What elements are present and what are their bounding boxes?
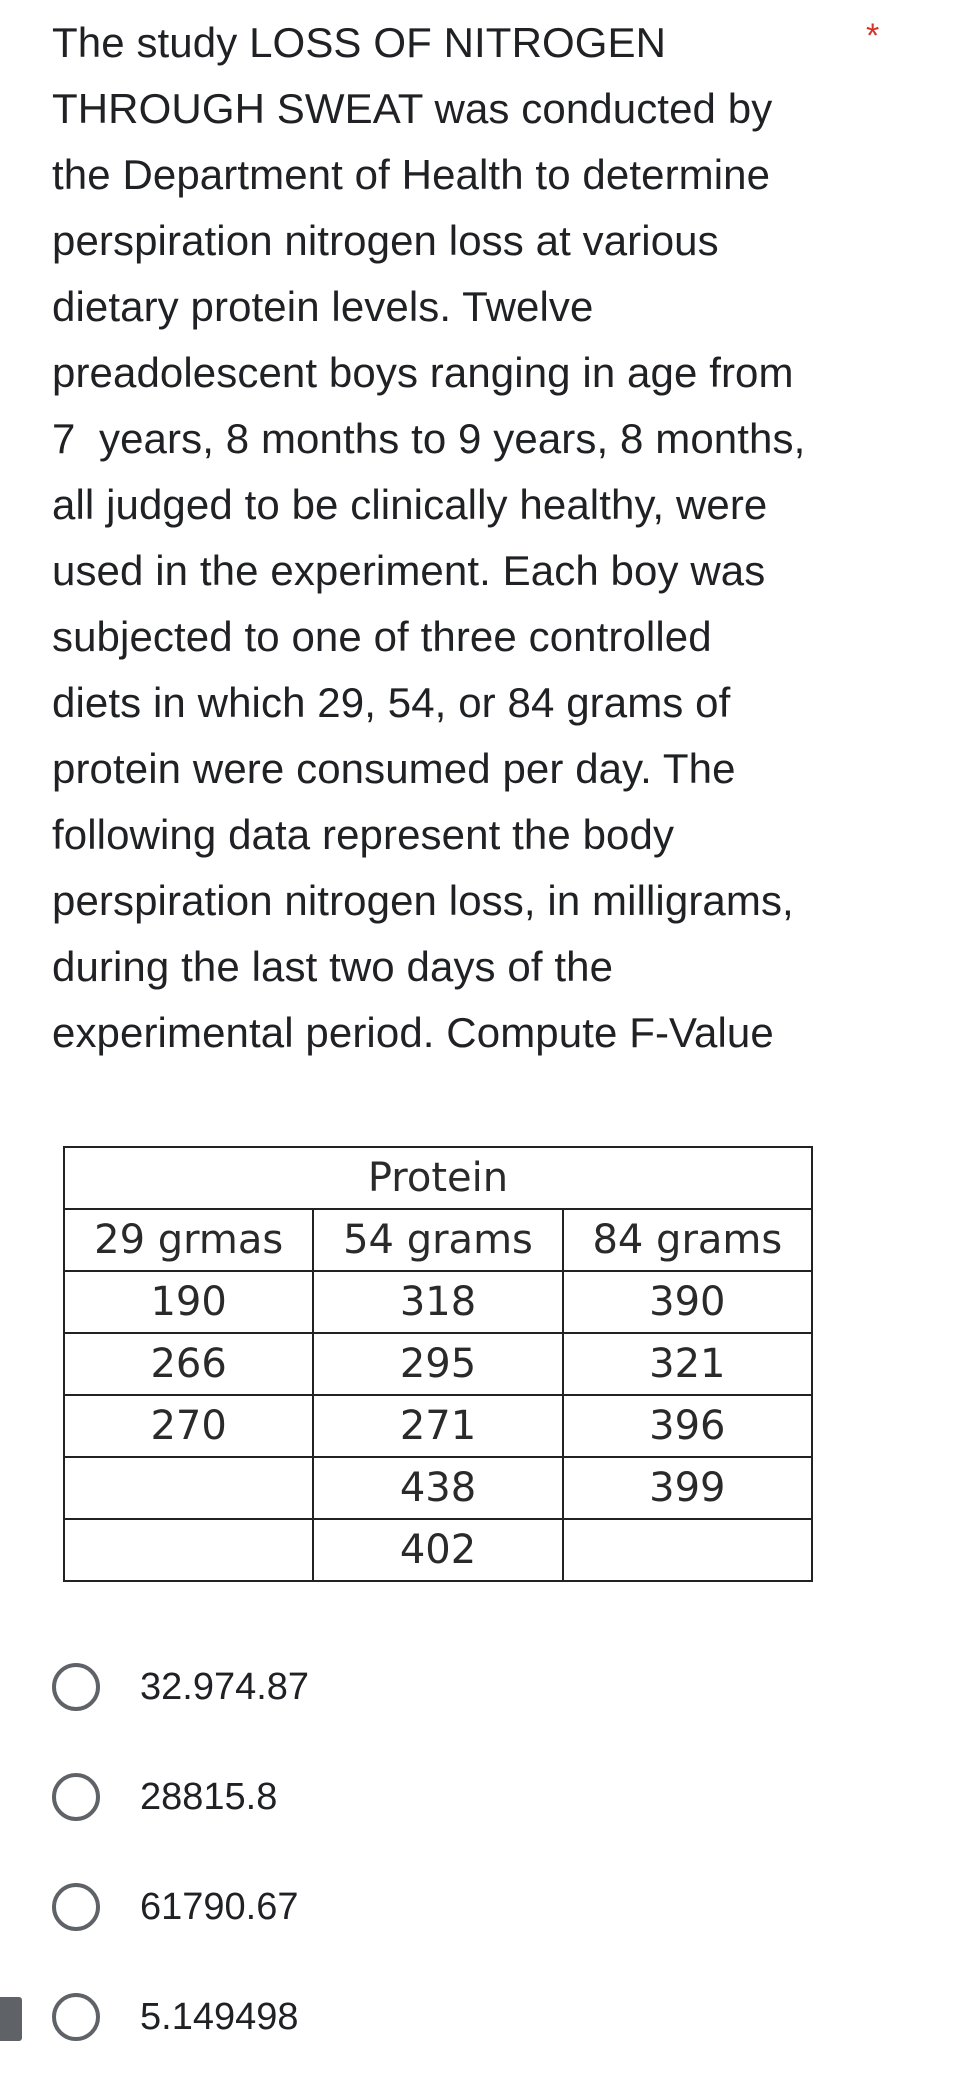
table-cell: 390 [563,1271,812,1333]
question-line: protein were consumed per day. The [52,745,736,792]
radio-unchecked-icon[interactable] [52,1883,100,1931]
table-row [64,1395,812,1457]
radio-unchecked-icon[interactable] [52,1773,100,1821]
data-table [63,1146,813,1582]
question-line: The study LOSS OF NITROGEN [52,19,667,66]
question-line: subjected to one of three controlled [52,613,712,660]
question-line: the Department of Health to determine [52,151,771,198]
question-line: used in the experiment. Each boy was [52,547,766,594]
table-cell: 402 [313,1519,562,1581]
required-asterisk: * [866,17,880,55]
radio-unchecked-icon[interactable] [52,1993,100,2041]
question-line: all judged to be clinically healthy, were [52,481,768,528]
table-cell: 399 [563,1457,812,1519]
question-line: 7 years, 8 months to 9 years, 8 months, [52,415,806,462]
table-cell: 270 [64,1395,313,1457]
table-cell [64,1519,313,1581]
question-text [52,10,872,1066]
question-line: following data represent the body [52,811,675,858]
question-line: during the last two days of the [52,943,614,990]
answer-option[interactable] [52,1852,912,1962]
table-column-header: 29 grmas [64,1209,313,1271]
answer-option[interactable] [52,1742,912,1852]
table-cell: 321 [563,1333,812,1395]
answer-option-label[interactable]: 28815.8 [140,1775,278,1818]
table-cell: 190 [64,1271,313,1333]
table-column-header: 84 grams [563,1209,812,1271]
question-line: dietary protein levels. Twelve [52,283,594,330]
table-cell: 438 [313,1457,562,1519]
question-line: perspiration nitrogen loss, in milligrams, [52,877,794,924]
radio-unchecked-icon[interactable] [52,1663,100,1711]
question-line: diets in which 29, 54, or 84 grams of [52,679,731,726]
table-row [64,1519,812,1581]
table-cell: 271 [313,1395,562,1457]
question-line: preadolescent boys ranging in age from [52,349,794,396]
question-line: perspiration nitrogen loss at various [52,217,719,264]
answer-option-label[interactable]: 61790.67 [140,1885,299,1928]
table-cell [563,1519,812,1581]
table-header-row [64,1147,812,1209]
table-cell: 295 [313,1333,562,1395]
data-table-image [63,1146,813,1571]
answer-options [52,1632,912,2072]
table-cell: 318 [313,1271,562,1333]
edge-scroll-marker [0,1997,22,2041]
answer-option-label[interactable]: 32.974.87 [140,1665,310,1708]
table-row [64,1333,812,1395]
table-cell: 396 [563,1395,812,1457]
answer-option[interactable] [52,1962,912,2072]
question-line: experimental period. Compute F-Value [52,1009,774,1056]
question-line: THROUGH SWEAT was conducted by [52,85,773,132]
table-row [64,1271,812,1333]
table-group-header: Protein [64,1147,812,1209]
table-cell: 266 [64,1333,313,1395]
table-row [64,1457,812,1519]
table-column-header-row [64,1209,812,1271]
table-cell [64,1457,313,1519]
answer-option[interactable] [52,1632,912,1742]
answer-option-label[interactable]: 5.149498 [140,1995,299,2038]
table-column-header: 54 grams [313,1209,562,1271]
